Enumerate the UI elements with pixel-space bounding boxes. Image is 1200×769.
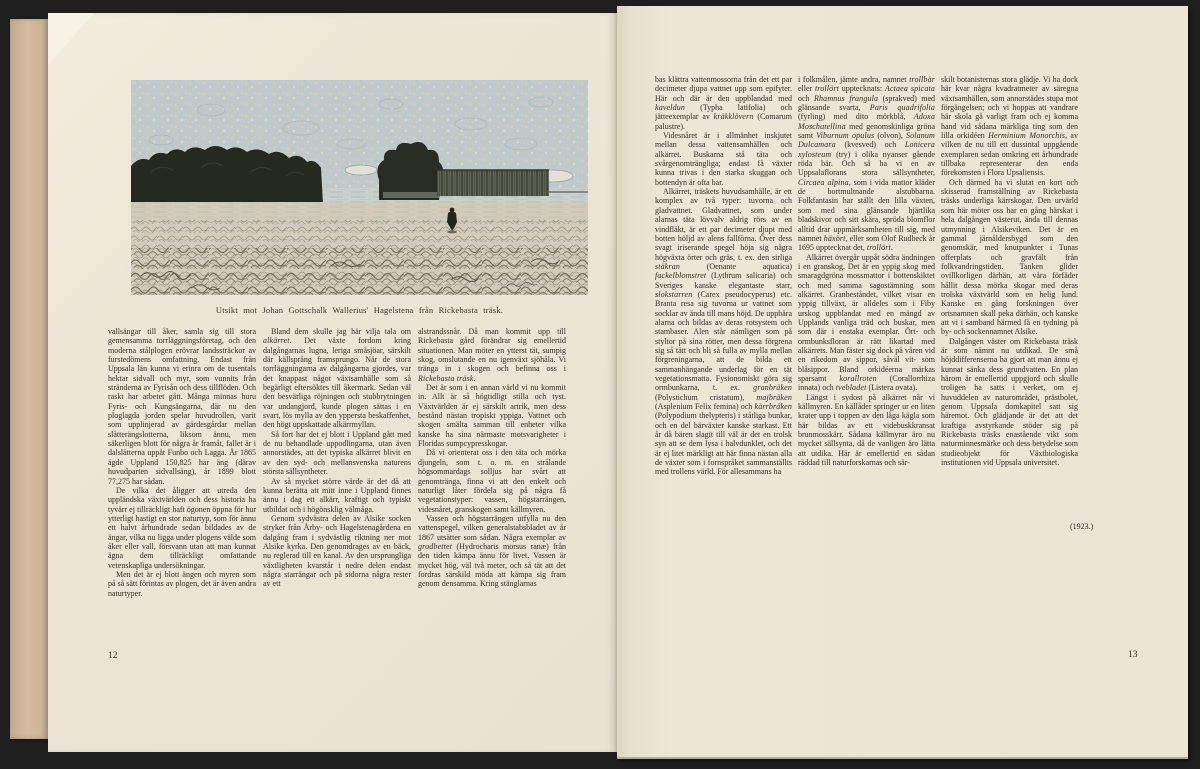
text-column [418,327,566,654]
book-deckle-edge [10,19,48,739]
page-corner-fold [48,13,94,65]
page-number-right: 13 [1128,650,1138,660]
paragraph: Längst i sydost på alkärret når vi källmyren. En källåder springer ur en liten krater upp i toppen av den låga kägla som här bildas av ett videbuskkransat brunmosskärr. Sådana källmyrar äro nu mycket sällsynta, då de vanligen äro lätta att utdika. Här är emellertid en sådan räddad till naturforskarnas och sär- [798,392,935,468]
paragraph: i folkmålen, jämte andra, namnet trollbär eller trollört upptecknats: Actaea spicata och Rhamnus frangula (sprakved) med glänsande svarta, Paris quadrifolia (fyrling) med dito mörkblå, Adoxa Moschatellina med genomskinliga gröna samt Viburnum opulus (olvon), Solanum Dulcamara (kvesved) och Lonicera xylosteum (try) i olika nyanser gående röda bär. Och så ha vi en av Uppsalaflorans stora sällsyntheter, Circaea alpina, som i vida mattor kläder de bortmultnande alstubbarna. Folkfantasin har ställt den lilla växten, som med sina glänsande hjärtlika bladskivor och sitt skära, spröda blomflor alltid drar uppmärksamheten till sig, med namnet häxört, eller som Olof Rudbeck år 1695 upptecknat det, trollört. [798,75,936,253]
right-text-columns [655,75,1079,577]
paragraph: Så fort har det ej blott i Uppland gått med de nu behandlade uppodlingarna, utan även annorstädes, att det typiska alkärret blivit en av den syd- och mellansvenska naturens största sällsyntheter. [263,429,411,477]
paragraph: Bland dem skulle jag här vilja tala om alkärret. Det växte fordom kring dalgångarnas lugna, leriga småsjöar, särskilt där källsprång framsprungo. När de stora torrläggningarna av dalgångarna gjordes, var det knappast något växtsamhälle som så begärligt eftersöktes till åkermark. Sedan väl den besvärliga röjningen och stubbrytningen var undangjord, kunde plogen sättas i en svart, lös mylla av den yppersta beskaffenhet, den högt uppskattade alkärrmyllan. [263,327,411,430]
paragraph: Alkärret övergår uppåt södra ändningen i en granskog. Det är en yppig skog med smaragdgröna mossmattor i bottenskiktet och med samma sagostämning som alkärret. Granbeståndet, vilket visar en yppig tillväxt, är alldeles som i Fiby urskog uppblandat med en mängd av Upplands vanliga träd och buskar, men som där i enstaka exemplar. Ört- och ormbunksfloran är rätt likartad med alkärrets. Man fäster sig dock på våren vid en rikedom av sippor, såväl vit- som blåsippor. Bland orkidéerna märkas sparsamt korallroten (Corallorrhiza innata) och tvebladet (Listera ovata). [798,252,936,393]
paragraph: bas klättra vattenmossorna från det ett par decimeter djupa vattnet upp som epifyter. Här och där är den uppblandad med kaveldun (Typha latifolia) och jätteexemplar av kräkklövern (Comarum palustre). [655,75,792,131]
paragraph: Genom sydvästra delen av Alsike socken stryker från Årby- och Hagelstenagårdena en dalgång fram i sydvästlig riktning ner mot Alsike kyrka. Den genomdrages av en bäck, nu reglerad till en kanal. Av den ursprungliga växtligheten kvarstår i nedre delen endast några starrängar och på sidorna några rester av ett [263,513,411,589]
paragraph: Vassen och högstarrängen utfylla nu den vattenspegel, vilken generalstabsbladet av år 1867 utsätter som sådan. Några exemplar av grodbettet (Hydrocharis morsus ranæ) från den tiden kämpa ännu för livet. Vassen är mycket hög, väl två meter, och så tät att det fordras särskild möda att kämpa sig fram genom densamma. Kring stänglarnas [418,513,566,589]
paragraph: alstrandssnår. Då man kommit upp till Rickebasta gård förändrar sig emellertid situationen. Man möter en ytterst tät, sumpig skog, omslutande en nu igenväxt sjöhåla. Vi tränga in i skogen och befinna oss i Rickebasta träsk. [418,327,566,383]
paragraph: vallsängar till åker, samla sig till stora gemensamma torrläggningsföretag, och den moderna stålplogen erövrar landssträckor av furstedömens omfattning. Endast från Uppsala län kunna vi erinra om de tusentals hektar sidvall och myr, som vunnits från stränderna av Fyrisån och dess tillflöden. Och raskt har arbetet gått. Många minnas huru Fyris- och Kungsängarna, där nu den ploglagda jorden spelar huvudrollen, varit som upplinjerad av gärdesgårdar mellan slåtterängslotterna, liksom ännu, men säkerligen blott för några år framåt, fallet är i dalslätterna uppåt Funbo och Lagga. År 1865 ägde Uppland 150,825 har äng (därav huvudparten sidvallsäng), år 1899 blott 77,275 har sådan. [108,327,256,486]
paragraph: skilt botanisternas stora glädje. Vi ha dock här kvar några kvadratmeter av säregna växtsamhällen, som annorstädes stupa mot förgängelsen; och vi hoppas att vandrare här skola gå varligt fram och ej komma hand vid sådana märkliga ting som den lilla orkidéen Herminium Monorchis, av vilken de nu till ett dussintal uppgående exemplaren sedan omkring ett århundrade tillbaka representerar den enda förekomsten i Flora Upsaliensis. [941,75,1078,178]
text-column [798,75,935,577]
paragraph: Videsnåret är i allmänhet inskjutet mellan dessa vattensamhällen och alkärret. Buskarna stå täta och svårgenomträngliga; endast få växter kunna trivas i den starka skuggan och bottendyn är ofta bar. [655,131,792,187]
paragraph: Det är som i en annan värld vi nu kommit in. Allt är så högtidligt stilla och tyst. Växtvärlden är ej särskilt artrik, men dess bestånd nästan tropiskt yppiga. Vattnet och skogen smälta samman till enheter vilka kanske ha sina närmaste motsvarigheter i Floridas sumpcypresskogar. [418,383,566,449]
illustration-caption: Utsikt mot Johan Gottschalk Wallerius' Hagelstena från Rickebasta träsk. [215,305,504,315]
text-column [263,327,411,654]
left-text-columns [108,327,566,654]
paragraph: Men det är ej blott ängen och myren som på så sätt förintas av plogen, det är även andra naturtyper. [108,569,256,598]
paragraph: Då vi orienterat oss i den täta och mörka djungeln, som t. o. m. en strålande högsommardags solljus har svårt att genomtränga, finna vi att den enkelt och naturligt låter fördela sig på några få vegetationstyper: vassen, högstarrängen, videsnåret, granskogen samt källmyren. [418,448,566,514]
paragraph: Av så mycket större värde är det då att kunna berätta att mitt inne i Uppland finnes ännu i dag ett alkärr, kraftigt och typiskt utbildat och i högönsklig välmåga. [263,476,411,514]
forest-band [437,170,549,196]
year-note: (1923.) [1070,522,1094,531]
text-column [108,327,256,654]
paragraph: Dalgången väster om Rickebasta träsk är som nämnt nu utdikad. De små höjddifferenserna ha gjort att man ännu ej kunnat sänka dess grundvatten. En plan härom är emellertid uppgjord och skulle troligen ha satts i verket, om ej huvuddelen av naturområdet, prästbolet, genom Uppsala domkapitel satt sig häremot. Och glädjande är det att det kraftiga avstyrkande stöder sig på Rickebasta träsks enastående vikt som naturminnesmärke och dess betydelse som studieobjekt för Växtbiologiska institutionen vid Uppsala universitet. [941,336,1078,468]
page-number-left: 12 [108,651,118,661]
landscape-illustration [131,80,588,295]
text-column [655,75,792,577]
paragraph: Och därmed ha vi slutat en kort och skisserad framställning av Rickebasta träsks underliga kärrskogar. Den urvärld som här möter oss har en gång härskat i hela dalgången västerut, ända till dennas utmynning i Alsikeviken. Det är en gammal järnåldersbygd som den genomskär, med knutpunkter i Tunas offerplats och gravfält från folkvandringstiden. Tanken glider ovillkorligen därhän, att våra förfäder hållit dessa mörka skogar med deras trolska växtvärld som en helig lund. Kanske en gång forskningen över ortsnamnen skall peka därhän, och kanske att vi i samband härmed få en tydning på by- och sockennamnet Alsike. [941,177,1078,337]
text-column [941,75,1078,577]
right-page [617,6,1188,759]
paragraph: Alkärret, träskets huvudsamhälle, är ett komplex av två typer: tuvorna och gladvattnet. Gladvattnet, som under alarnas täta lövvalv aldrig rörs av en vindfläkt, är ett par decimeter djupt med botten höljd av alens fallförna. Över dess svagt iriserande spegel höja sig några högväxta örter och gräs, t. ex. den sirliga stäkran (Oenante aquatica) fackelblomstret (Lythrum salicaria) och Sveriges kanske elegantaste starr, slokstarren (Carex pseudocyperus) etc. Branta resa sig tuvorna ur vattnet som socklar av ända till mans höjd. De uppbära alarna och bildas av deras rotsystem och stambaser. Alen står nämligen som på styltor på sina rötter, men dessa förgrena sig så tätt och bli så fulla av mylla mellan förgreningarna, att de bilda ett sammanhängande underlag för en tät vegetationsmatta. Fysionomiskt göra sig ormbunkarna, t. ex. granbräken (Polystichum cristatum), majbräken (Asplenium Felix femina) och kärrbräken (Polypodium thelypteris) i ståtliga bunkar, och en del bärväxter kanske starkast. Ett år då bären slagit till väl är det en trolsk syn att se dem lysa i halvdunklet, och det är ej litet märkligt att här finna nästan alla de växter som i fornspråket sammanställts med trollens värld. För allesammans ha [655,187,792,477]
left-page [48,13,617,752]
paragraph: De vilka det åligger att utreda den uppländska växtvärlden och dess historia ha tyvärr ej tillräckligt haft ögonen öppna för hur ytterligt hastigt en stor naturtyp, som för ännu ett halvt århundrade sedan bildades av de ängar, vilka nu ligga under plogens välde som åker eller vall, försvann utan att man kunnat ägna dem tillräckligt omfattande vetenskapliga undersökningar. [108,485,256,570]
